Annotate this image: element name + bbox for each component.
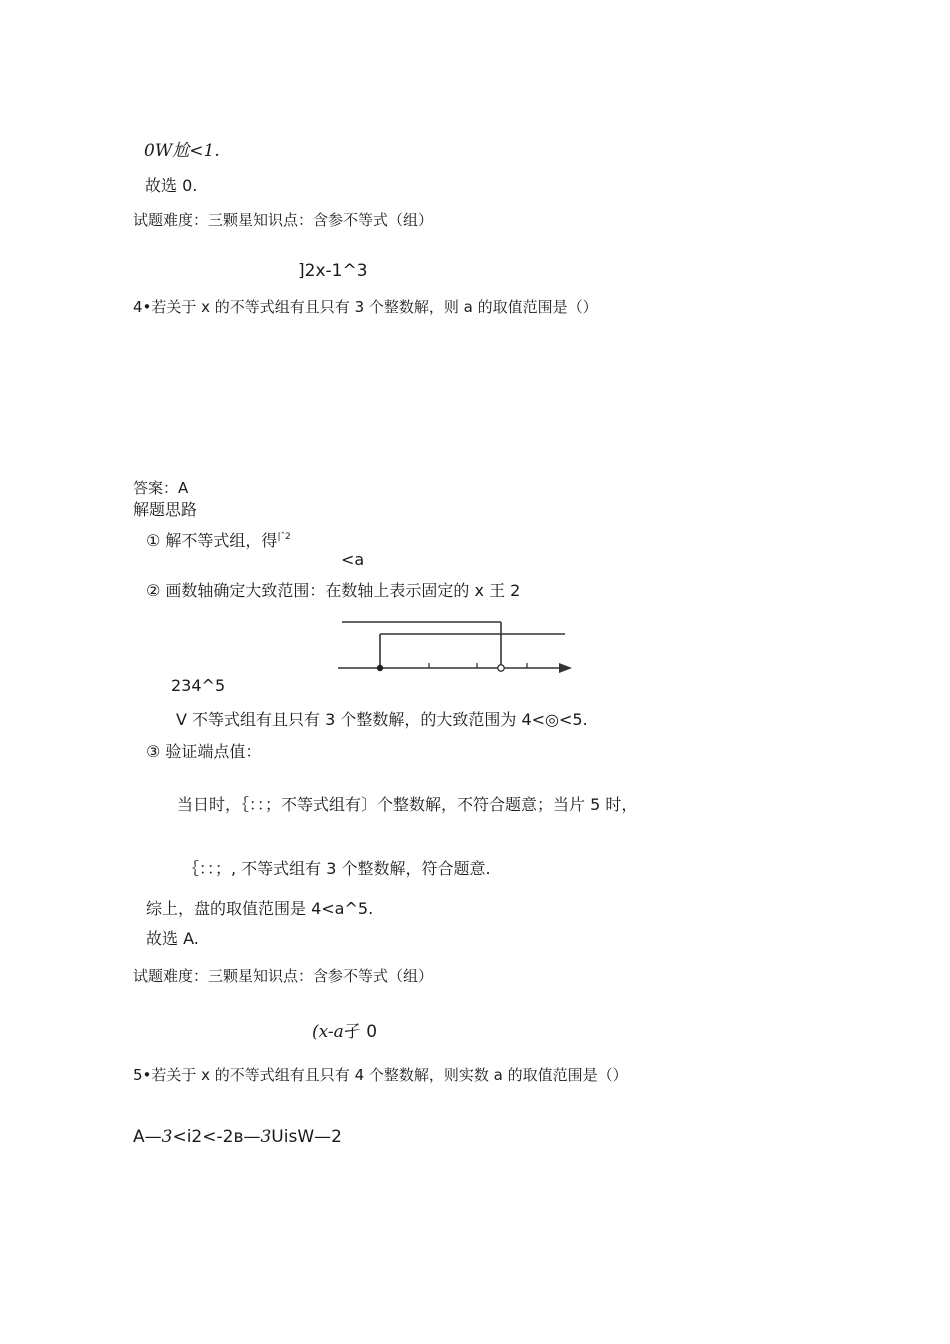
text-line: ｛：：；, 不等式组有 3 个整数解，符合题意. <box>183 859 491 878</box>
formula-part: (x-a <box>312 1022 344 1042</box>
solution-heading: 解题思路 <box>133 500 198 519</box>
text-line: 0W尬<1. <box>144 141 220 161</box>
difficulty-line: 试题难度：三颗星知识点：含参不等式（组） <box>133 967 434 985</box>
formula-part: 孑 0 <box>343 1022 378 1042</box>
option-part: A— <box>133 1127 162 1147</box>
step-1 <box>146 533 291 549</box>
options-line <box>133 1129 342 1146</box>
step-2: ② 画数轴确定大致范围：在数轴上表示固定的 x 王 2 <box>146 581 521 600</box>
option-part: 3 <box>161 1127 173 1147</box>
difficulty-line: 试题难度：三颗星知识点：含参不等式（组） <box>133 211 434 229</box>
formula-line <box>312 1024 377 1041</box>
option-part: <i2<-2в— <box>172 1127 261 1147</box>
number-line-figure <box>335 620 575 680</box>
answer-line: 答案：A <box>133 479 189 497</box>
option-part: 3 <box>260 1127 272 1147</box>
step-1-brace: |ˆ2 <box>277 532 291 542</box>
formula-line: ]2x-1^3 <box>298 261 368 281</box>
text-line: 当日时，｛：：；不等式组有〕个整数解，不符合题意；当片 5 时， <box>177 795 638 814</box>
step-3: ③ 验证端点值： <box>146 742 262 761</box>
step-1-text: ① 解不等式组，得 <box>146 531 278 550</box>
text-line: 故选 A. <box>146 929 199 948</box>
question-5: 5•若关于 x 的不等式组有且只有 4 个整数解，则实数 a 的取值范围是（） <box>133 1066 628 1084</box>
text-line: V 不等式组有且只有 3 个整数解，的大致范围为 4<◎<5. <box>176 710 588 729</box>
question-4: 4•若关于 x 的不等式组有且只有 3 个整数解，则 a 的取值范围是（） <box>133 298 598 316</box>
number-line-labels: 234^5 <box>171 676 226 695</box>
option-part: UisW—2 <box>271 1127 342 1147</box>
text-line: <a <box>341 550 365 569</box>
text-line: 故选 0. <box>145 176 198 195</box>
conclusion-line: 综上，盘的取值范围是 4<a^5. <box>146 899 374 918</box>
